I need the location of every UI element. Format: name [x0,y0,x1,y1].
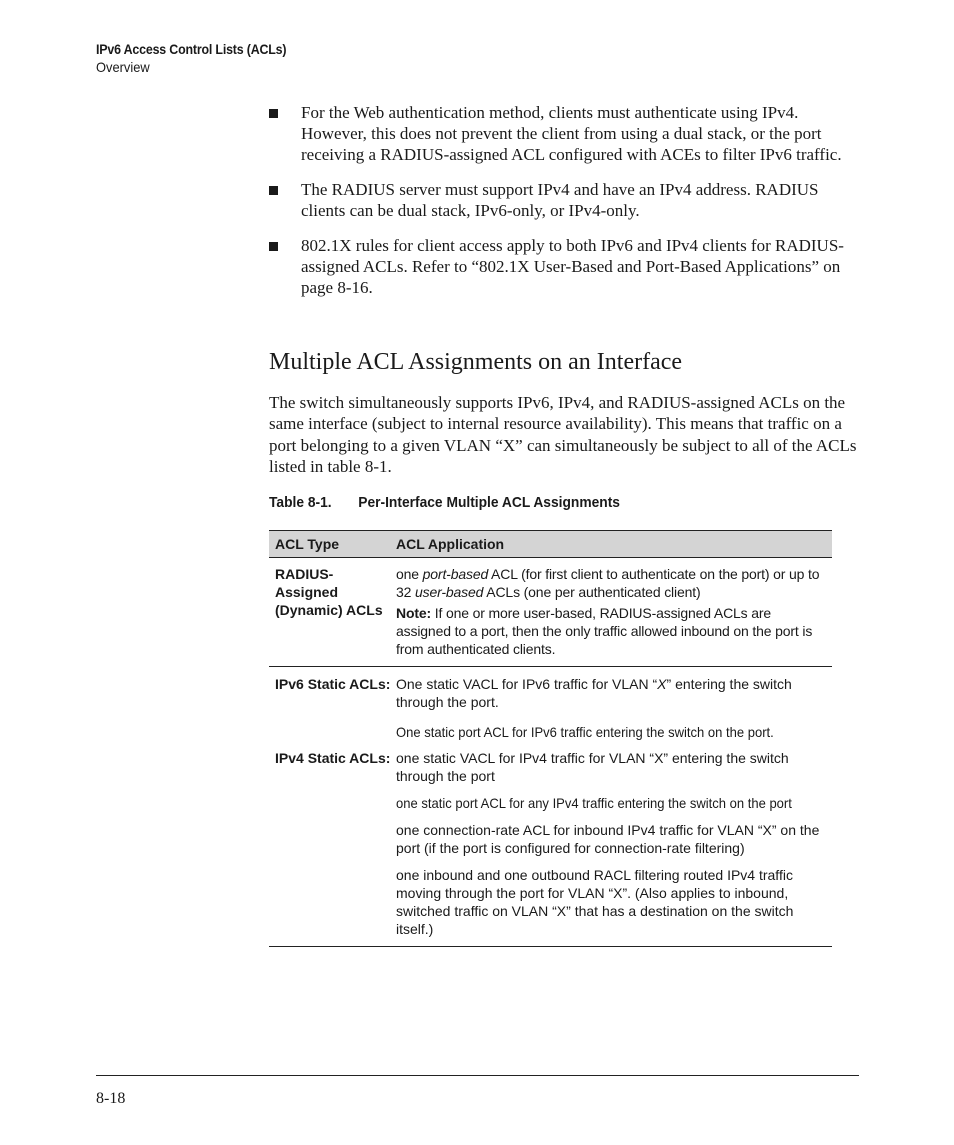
ipv6-app1-vlan: X [657,676,667,692]
radius-note [396,604,826,658]
square-bullet-icon [269,186,278,195]
acl-type-radius-label: RADIUS-Assigned (Dynamic) ACLs [275,566,383,618]
square-bullet-icon [269,242,278,251]
table-caption-title: Per-Interface Multiple ACL Assignments [358,494,620,511]
ipv6-app2-text: One static port ACL for IPv6 traffic entering the switch on the port. [396,724,774,740]
col-header-acl-type: ACL Type [275,536,340,552]
bullet-list [269,102,859,312]
radius-app-port-based: port-based [422,566,489,582]
bullet-item [269,235,859,298]
running-header-title: IPv6 Access Control Lists (ACLs) [96,42,287,57]
bullet-text: 802.1X rules for client access apply to both IPv6 and IPv4 clients for RADIUS-assigned ACLs. Refer to “802.1X User-Based and Port-Based Applications” on page 8-16. [301,236,844,297]
bullet-text: The RADIUS server must support IPv4 and have an IPv4 address. RADIUS clients can be dual stack, IPv6-only, or IPv4-only. [301,180,819,220]
square-bullet-icon [269,109,278,118]
acl-type-ipv4: IPv4 Static ACLs: [275,750,391,766]
acl-type-ipv6: IPv6 Static ACLs: [275,676,391,692]
ipv6-app1-pre: One static VACL for IPv6 traffic for VLAN “ [396,676,658,692]
col-header-acl-application: ACL Application [396,536,505,552]
ipv6-application-2 [396,723,826,741]
bullet-item [269,102,859,165]
intro-paragraph: The switch simultaneously supports IPv6, IPv4, and RADIUS-assigned ACLs on the same interface (subject to internal resource availability). This means that traffic on a port belonging to a given VLAN “X” can simultaneously be subject to all of the ACLs listed in table 8-1. [269,393,857,476]
table-row-ipv4 [269,741,832,946]
bullet-item [269,179,859,221]
ipv6-app1-post: ” entering the switch through the port. [396,676,792,710]
radius-app-user-based: user-based [415,584,484,600]
table-caption-number: Table 8-1. [269,494,332,511]
bullet-text: For the Web authentication method, clients must authenticate using IPv4. However, this does not prevent the client from using a dual stack, or the port receiving a RADIUS-assigned ACL configured with ACEs to filter IPv6 traffic. [301,103,842,164]
section-heading: Multiple ACL Assignments on an Interface [269,349,683,375]
running-header-subtitle: Overview [96,59,150,75]
radius-app-post: ACLs (one per authenticated client) [483,584,701,600]
radius-app-mid: ACL (for first client to authenticate on the port) or up to 32 [396,566,820,600]
acl-application-ipv4 [396,749,832,938]
ipv4-application-4: one inbound and one outbound RACL filtering routed IPv4 traffic moving through the port for VLAN “X”. (Also applies to inbound, switched traffic on VLAN “X” that has a destination on the switch itself.) [396,867,794,937]
ipv4-application-1: one static VACL for IPv4 traffic for VLAN “X” entering the switch through the port [396,750,789,784]
radius-note-label: Note: [396,605,432,621]
ipv4-application-3: one connection-rate ACL for inbound IPv4 traffic for VLAN “X” on the port (if the port is configured for connection-rate filtering) [396,822,820,856]
radius-app-pre: one [396,566,423,582]
table-header-row [269,531,832,558]
footer-rule [96,1075,859,1076]
acl-application-radius [396,565,832,658]
acl-type-radius [269,565,396,658]
radius-application-text [396,565,826,601]
ipv4-application-2 [396,794,826,812]
table-row-radius [269,558,832,667]
radius-note-text: If one or more user-based, RADIUS-assigned ACLs are assigned to a port, then the only traffic allowed inbound on the port is from authenticated clients. [396,605,813,657]
table-row-ipv6 [269,667,832,741]
table-caption [269,494,620,511]
ipv6-application-1 [396,669,826,711]
ipv4-app2-text: one static port ACL for any IPv4 traffic entering the switch on the port [396,795,792,811]
running-header [96,41,303,76]
acl-assignment-table [269,530,832,947]
page-number: 8-18 [96,1090,126,1107]
acl-application-ipv6 [396,669,832,741]
